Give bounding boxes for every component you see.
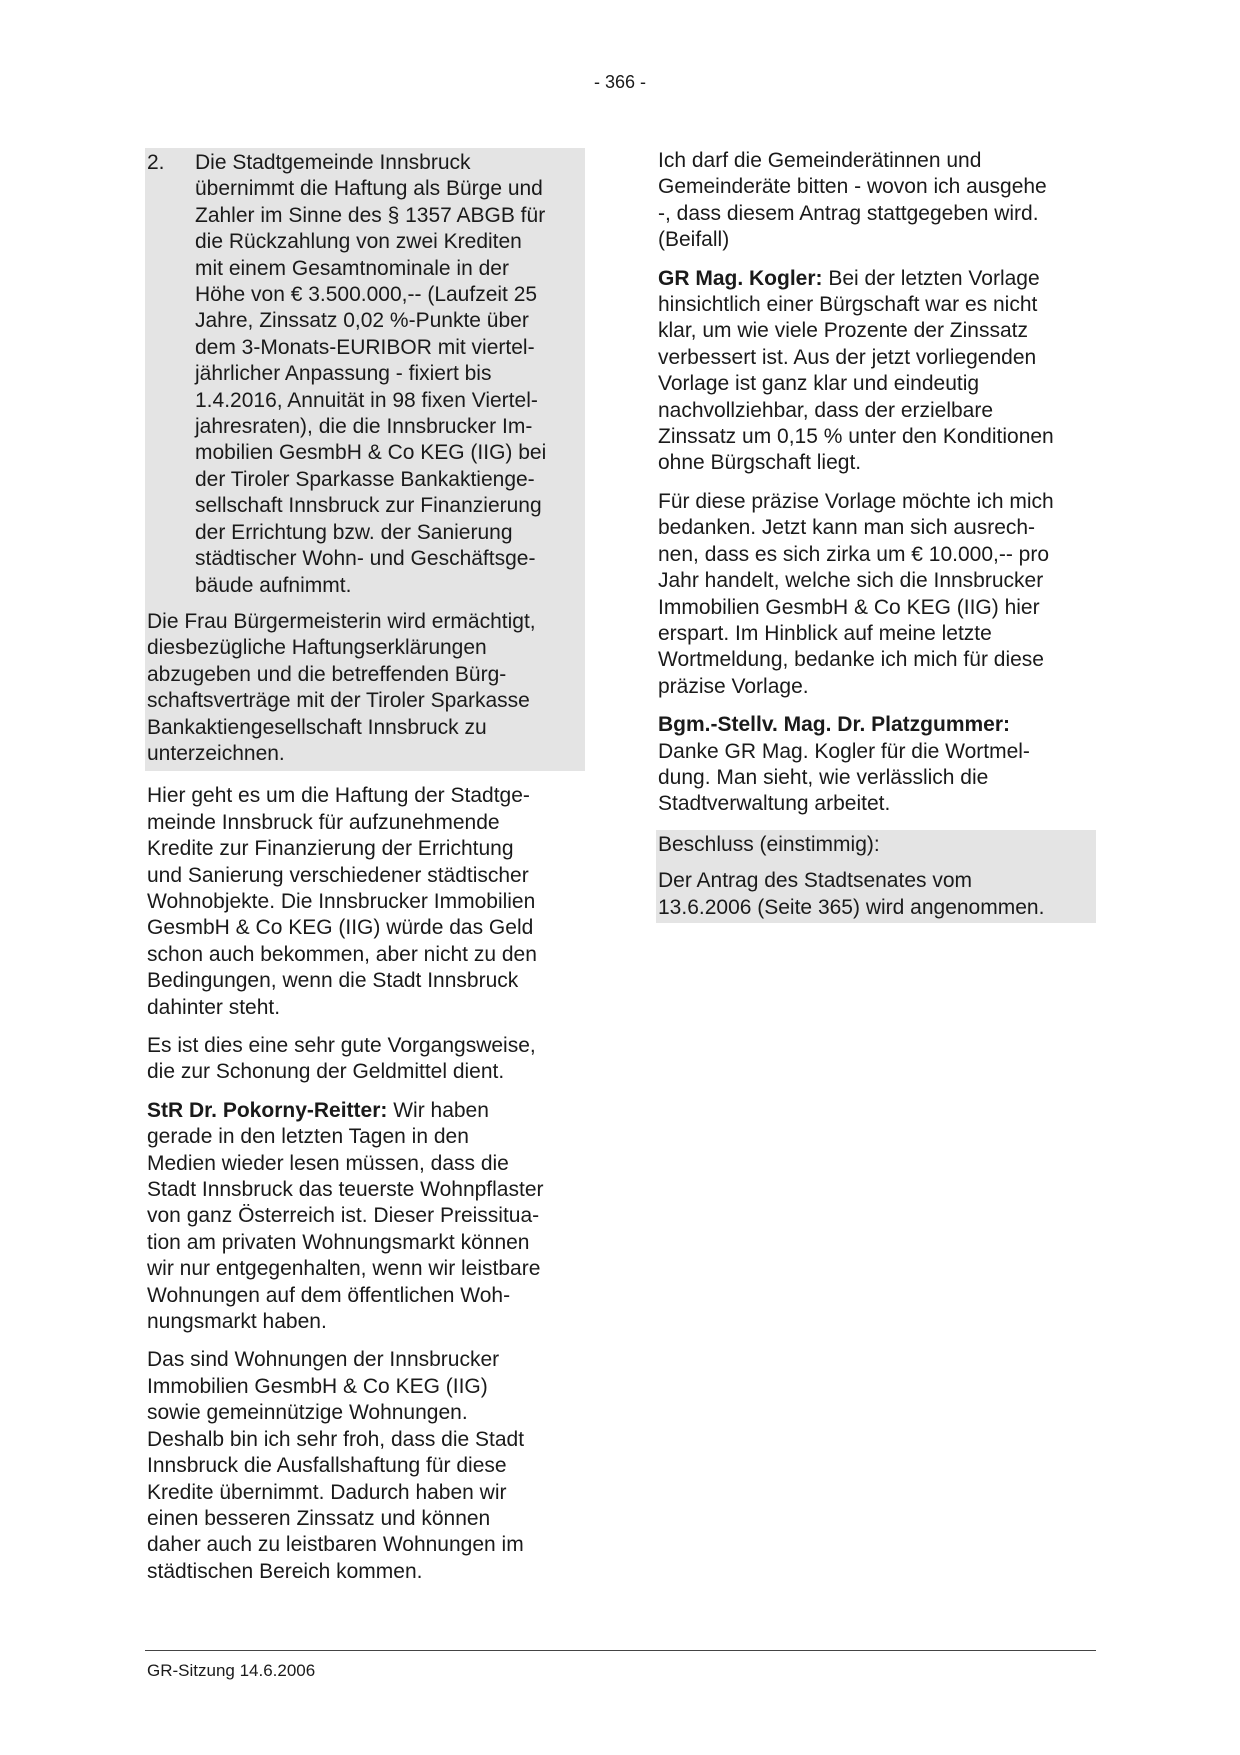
text-line: Wortmeldung, bedanke ich mich für diese	[658, 648, 1044, 672]
text-line: Bei der letzten Vorlage	[822, 266, 1040, 290]
text-line: von ganz Österreich ist. Dieser Preissitua-	[147, 1204, 540, 1228]
text-line: Medien wieder lesen müssen, dass die	[147, 1151, 509, 1175]
motion-item-2	[145, 148, 585, 603]
text-line: Jahr handelt, welche sich die Innsbrucker	[658, 569, 1044, 593]
text-line: hinsichtlich einer Bürgschaft war es nicht	[658, 293, 1038, 317]
text-line: Hier geht es um die Haftung der Stadtge-	[147, 784, 530, 808]
authorization-paragraph	[145, 603, 585, 771]
text-line: Vorlage ist ganz klar und eindeutig	[658, 372, 980, 396]
text-line: ohne Bürgschaft liegt.	[658, 451, 862, 475]
text-line: abzugeben und die betreffenden Bürg-	[147, 662, 507, 686]
speaker-paragraph	[145, 1098, 585, 1336]
text-line: Deshalb bin ich sehr froh, dass die Stadt	[147, 1427, 525, 1451]
text-line: dung. Man sieht, wie verlässlich die	[658, 765, 989, 789]
text-line: Jahre, Zinssatz 0,02 %-Punkte über	[195, 309, 529, 333]
text-line: Das sind Wohnungen der Innsbrucker	[147, 1348, 500, 1372]
text-line: nachvollziehbar, dass der erzielbare	[658, 398, 994, 422]
text-line: schon auch bekommen, aber nicht zu den	[147, 942, 537, 966]
paragraph	[656, 148, 1096, 254]
text-line: diesbezügliche Haftungserklärungen	[147, 636, 487, 660]
speaker-paragraph	[656, 712, 1096, 818]
text-line: Stadt Innsbruck das teuerste Wohnpflaster	[147, 1178, 544, 1202]
text-line: jahresraten), die die Innsbrucker Im-	[195, 415, 533, 439]
left-column	[145, 148, 585, 1597]
speaker-name: GR Mag. Kogler:	[658, 266, 823, 290]
text-line: (Beifall)	[658, 228, 730, 252]
resolution-block	[656, 830, 1096, 923]
text-line: dem 3-Monats-EURIBOR mit viertel-	[195, 335, 535, 359]
text-line: Zinssatz um 0,15 % unter den Konditionen	[658, 425, 1054, 449]
text-line: 13.6.2006 (Seite 365) wird angenommen.	[658, 895, 1045, 919]
text-line: nungsmarkt haben.	[147, 1310, 327, 1334]
text-line: bedanken. Jetzt kann man sich ausrech-	[658, 516, 1036, 540]
text-line: Zahler im Sinne des § 1357 ABGB für	[195, 203, 546, 227]
text-line: schaftsverträge mit der Tiroler Sparkasse	[147, 689, 530, 713]
item-number: 2.	[147, 151, 165, 174]
speaker-paragraph	[656, 266, 1096, 477]
paragraph	[145, 1347, 585, 1585]
text-line: sowie gemeinnützige Wohnungen.	[147, 1401, 468, 1425]
text-line: Wohnobjekte. Die Innsbrucker Immobilien	[147, 889, 536, 913]
text-line: nen, dass es sich zirka um € 10.000,-- pro	[658, 542, 1050, 566]
paragraph	[145, 783, 585, 1021]
text-line: Für diese präzise Vorlage möchte ich mich	[658, 489, 1054, 513]
text-line: der Tiroler Sparkasse Bankaktienge-	[195, 467, 535, 491]
text-line: Innsbruck die Ausfallshaftung für diese	[147, 1454, 507, 1478]
text-line: wir nur entgegenhalten, wenn wir leistbare	[147, 1257, 541, 1281]
motion-block	[145, 148, 585, 771]
text-line: GesmbH & Co KEG (IIG) würde das Geld	[147, 916, 534, 940]
text-line: gerade in den letzten Tagen in den	[147, 1125, 469, 1149]
text-line: meinde Innsbruck für aufzunehmende	[147, 810, 500, 834]
text-line: Immobilien GesmbH & Co KEG (IIG) hier	[658, 595, 1040, 619]
text-line: Höhe von € 3.500.000,-- (Laufzeit 25	[195, 283, 538, 307]
text-line: die zur Schonung der Geldmittel dient.	[147, 1060, 505, 1084]
text-line: städtischer Wohn- und Geschäftsge-	[195, 547, 536, 571]
speaker-name: Bgm.-Stellv. Mag. Dr. Platzgummer:	[658, 713, 1011, 737]
text-line: Kredite zur Finanzierung der Errichtung	[147, 837, 514, 861]
text-line: 1.4.2016, Annuität in 98 fixen Viertel-	[195, 388, 538, 412]
text-line: Es ist dies eine sehr gute Vorgangsweise,	[147, 1034, 536, 1057]
text-line: daher auch zu leistbaren Wohnungen im	[147, 1533, 524, 1557]
text-line: Wir haben	[387, 1098, 489, 1122]
resolution-text	[656, 868, 1096, 923]
item-text	[195, 150, 583, 599]
text-line: erspart. Im Hinblick auf meine letzte	[658, 621, 992, 645]
right-column	[656, 148, 1096, 935]
text-line: die Rückzahlung von zwei Krediten	[195, 230, 522, 254]
text-line: Immobilien GesmbH & Co KEG (IIG)	[147, 1374, 488, 1398]
text-line: Wohnungen auf dem öffentlichen Woh-	[147, 1283, 511, 1307]
text-line: -, dass diesem Antrag stattgegeben wird.	[658, 201, 1039, 225]
text-line: verbessert ist. Aus der jetzt vorliegenden	[658, 345, 1037, 369]
text-line: jährlicher Anpassung - fixiert bis	[195, 362, 492, 386]
text-line: dahinter steht.	[147, 995, 281, 1019]
text-line: klar, um wie viele Prozente der Zinssatz	[658, 319, 1028, 343]
text-line: Bedingungen, wenn die Stadt Innsbruck	[147, 969, 519, 993]
footer-text: GR-Sitzung 14.6.2006	[147, 1661, 316, 1680]
text-line: Die Frau Bürgermeisterin wird ermächtigt,	[147, 609, 536, 633]
text-line: sellschaft Innsbruck zur Finanzierung	[195, 494, 542, 518]
text-line: Kredite übernimmt. Dadurch haben wir	[147, 1480, 507, 1504]
text-line: und Sanierung verschiedener städtischer	[147, 863, 529, 887]
text-line: tion am privaten Wohnungsmarkt können	[147, 1230, 530, 1254]
footer-divider	[145, 1650, 1096, 1651]
text-line: Der Antrag des Stadtsenates vom	[658, 869, 973, 893]
paragraph	[656, 489, 1096, 700]
text-line: Ich darf die Gemeinderätinnen und	[658, 149, 982, 172]
text-line: Bankaktiengesellschaft Innsbruck zu	[147, 715, 487, 739]
text-line: präzise Vorlage.	[658, 674, 809, 698]
paragraph	[145, 1033, 585, 1086]
text-line: Stadtverwaltung arbeitet.	[658, 792, 891, 816]
text-line: unterzeichnen.	[147, 741, 285, 765]
text-line: Gemeinderäte bitten - wovon ich ausgehe	[658, 175, 1047, 199]
page-number: - 366 -	[593, 72, 647, 92]
text-line: Danke GR Mag. Kogler für die Wortmel-	[658, 739, 1030, 763]
text-line: mobilien GesmbH & Co KEG (IIG) bei	[195, 441, 547, 465]
text-line: der Errichtung bzw. der Sanierung	[195, 520, 513, 544]
speaker-name: StR Dr. Pokorny-Reitter:	[147, 1098, 388, 1122]
text-line: Die Stadtgemeinde Innsbruck	[195, 151, 471, 174]
text-line: bäude aufnimmt.	[195, 573, 352, 597]
resolution-label: Beschluss (einstimmig):	[658, 832, 880, 856]
text-line: mit einem Gesamtnominale in der	[195, 256, 509, 280]
text-line: städtischen Bereich kommen.	[147, 1559, 423, 1583]
text-line: einen besseren Zinssatz und können	[147, 1506, 491, 1530]
text-line: übernimmt die Haftung als Bürge und	[195, 177, 543, 201]
